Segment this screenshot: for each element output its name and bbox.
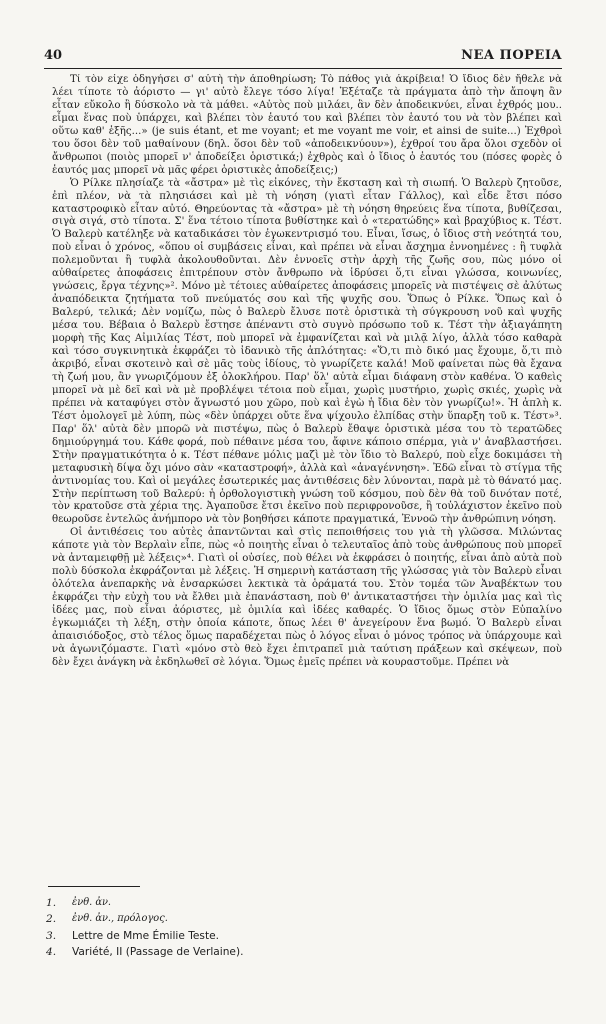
footnote-1 — [46, 895, 526, 911]
footnote-text: ἐνθ. ἀν. — [72, 897, 112, 908]
header-rule — [44, 68, 562, 69]
paragraph-1: Τί τὸν εἶχε ὁδηγήσει σ' αὐτὴ τὴν ἀποθηρίωση; Τὸ πάθος γιὰ ἀκρίβεια! Ὁ ἴδιος δὲν ἤθελε νὰ λέει τίποτε τὸ ἀόριστο — γι' αὐτὸ ἔλεγε τόσο λίγα! Ἐξέταζε τὰ πράγματα ἀπὸ τὴν ἄποψη ἂν εἶταν εὔκολο ἢ δύσκολο νὰ τὰ μάθει. «Αὐτὸς ποὺ μιλάει, ἂν δὲν ἀποδεικνύει, εἶναι ἐχθρός μου.. εἶμαι ἕνας ποὺ ὑπάρχει, καὶ βλέπει τὸν ἑαυτό του καὶ βλέπει τὸν ἑαυτό του νὰ τὸν βλέπει καὶ οὕτω καθ' ἑξῆς...» (je suis étant, et me voyant; et me voyant me voir, et ainsi de suite...) Ἐχθροὶ του ὅσοι δὲν τοῦ μαθαίνουν (δηλ. ὅσοι δὲν τοῦ «ἀποδεικνύουν»), ἐχθροί του ἄρα ὅλοι σχεδὸν οἱ ἄνθρωποι (ποιὸς μπορεῖ ν' ἀποδείξει ὁριστικά;) ἐχθρὸς καὶ ὁ ἴδιος ὁ ἑαυτός του (πόσες φορὲς ὁ ἑαυτός μας μπορεῖ νὰ μᾶς φέρει ὁριστικὲς ἀποδείξεις;) — [52, 74, 562, 176]
footnotes — [46, 895, 526, 961]
paragraph-2: Ὁ Ρίλκε πλησίαζε τὰ «ἄστρα» μὲ τὶς εἰκόνες, τὴν ἔκσταση καὶ τὴ σιωπή. Ὁ Βαλερὺ ζητοῦσε, ἐπὶ πλέον, νὰ τὰ πλησιάσει καὶ μὲ τὴ νόηση (γιατὶ εἶταν Γάλλος), καὶ εἶδε ἔτσι πόσο καταστροφικὸ εἶταν αὐτό. Θηρεύοντας τὰ «ἄστρα» μὲ τὴ νόηση θηρεύεις ἕνα τίποτα, βυθίζεσαι, σιγὰ σιγά, στὸ τίποτα. Σ' ἕνα τέτοιο τίποτα βυθίστηκε καὶ ὁ «τερατώδης» καὶ βραχύβιος κ. Τέστ. Ὁ Βαλερὺ κατέληξε νὰ καταδικάσει τὸν ἐγωκεντρισμό του. Εἶναι, ἴσως, ὁ ἴδιος στὴ νεότητά του, ποὺ εἶναι ὁ χρόνος, «ὅπου οἱ συμβάσεις εἶναι, καὶ πρέπει νὰ εἶναι ἄσχημα ἐννοημένες : ἢ τυφλὰ πολεμοῦνται ἢ τυφλὰ ἀκολουθοῦνται. Δὲν ἐννοεῖς στὴν ἀρχὴ τῆς ζωῆς σου, πὼς μόνο οἱ αὐθαίρετες ἀποφάσεις ἐπιτρέπουν στὸν ἄνθρωπο νὰ ἱδρύσει ὅ,τι εἶναι γλώσσα, κοινωνίες, γνώσεις, ἔργα τέχνης»². Μόνο μὲ τέτοιες αὐθαίρετες ἀποφάσεις μπορεῖς νὰ πιστέψεις σὲ ἀλύτως ἀναπόδεικτα ζητήματα τοῦ πνεύματός σου καὶ τῆς ψυχῆς σου. Ὅπως ὁ Ρίλκε. Ὅπως καὶ ὁ Βαλερύ, τελικά; Δὲν νομίζω, πὼς ὁ Βαλερὺ ἔλυσε ποτὲ ὁριστικὰ τὴ σύγκρουση νοῦ καὶ ψυχῆς μέσα του. Βέβαια ὁ Βαλερὺ ἔστησε ἀπέναντι στὸ συγνὸ πρόσωπο τοῦ κ. Τέστ τὴν ἀξιαγάπητη μορφὴ τῆς Κας Αἰμιλίας Τέστ, ποὺ μπορεῖ νὰ ἐμφανίζεται καὶ νὰ μιλᾷ λίγο, ἀλλὰ τόσο καθαρὰ καὶ τόσο συγκινητικὰ ἐκφράζει τὸ ἰδανικὸ τῆς ἁπλότητας: «Ὅ,τι πιὸ δικό μας ἔχουμε, ὅ,τι πιὸ ἀκριβό, εἶναι σκοτεινὸ καὶ σὲ μᾶς τοὺς ἰδίους, τὸ γνωρίζετε καλά! Μοῦ φαίνεται πὼς θὰ ἔχανα τὴ ζωή μου, ἂν γνωριζόμουν ἐξ ὁλοκλήρου. Παρ' ὅλ' αὐτὰ εἶμαι διάφανη στὸν καθένα. Ὁ καθεὶς μπορεῖ νὰ μὲ δεῖ καὶ νὰ μὲ προβλέψει τέτοια ποὺ εἶμαι, χωρὶς μυστήριο, χωρὶς σκιές, χωρὶς νὰ πρέπει νὰ καταφύγει στὸν ἄγνωστό μου χῶρο, ποὺ καὶ ἐγὼ ἡ ἴδια δὲν τὸν γνωρίζω!». Ἡ ἁπλὴ κ. Τέστ ὁμολογεῖ μὲ λύπη, πὼς «δὲν ὑπάρχει οὔτε ἕνα ψίχουλο ἐλπίδας στὴν ὕπαρξη τοῦ κ. Τέστ»³. Παρ' ὅλ' αὐτὰ δὲν μπορῶ νὰ πιστέψω, πὼς ὁ Βαλερὺ ἔθαψε ὁριστικὰ μέσα του τὸ τερατῶδες δημιούργημά του. Κάθε φορά, ποὺ πέθαινε μέσα του, ἄφινε κάποιο σπέρμα, γιὰ ν' ἀναβλαστήσει. Στὴν πραγματικότητα ὁ κ. Τέστ πέθανε μόλις μαζὶ μὲ τὸν ἴδιο τὸ Βαλερύ, ποὺ εἶχε δοκιμάσει τὴ μεταφυσικὴ δίψα ὄχι μόνο σὰν «καταστροφή», ἀλλὰ καὶ «ἀναγέννηση». Ἐδῶ εἶναι τὸ στίγμα τῆς ἀντινομίας του. Καὶ οἱ μεγάλες ἐσωτερικές μας ἀντιθέσεις δὲν λύνονται, παρὰ μὲ τὸ θάνατό μας. Στὴν περίπτωση τοῦ Βαλερύ: ἡ ὀρθολογιστικὴ γνώση τοῦ κόσμου, ποὺ δὲν θὰ τοῦ δινόταν ποτέ, τὸν κρατοῦσε στὰ χέρια της. Ἀγαποῦσε ἔτσι ἐκεῖνο ποὺ περιφρονοῦσε, ἢ τοὐλάχιστον ἐκεῖνο ποὺ θεωροῦσε ἐντελῶς ἀνήμπορο νὰ τὸν βοηθήσει κάποτε πραγματικά, Ἐννοῶ τὴν ἀνθρώπινη νόηση. — [52, 177, 562, 526]
footnote-4 — [46, 944, 526, 960]
footnote-text: ἐνθ. ἀν., πρόλογος. — [72, 913, 168, 925]
footnote-number: 3. — [46, 929, 57, 942]
footnote-text: Lettre de Mme Émilie Teste. — [72, 929, 219, 942]
page-number: 40 — [44, 48, 63, 63]
journal-title: ΝΕΑ ΠΟΡΕΙΑ — [461, 48, 562, 63]
footnote-rule — [48, 886, 140, 887]
footnote-3 — [46, 928, 526, 944]
footnote-text: Variété, II (Passage de Verlaine). — [72, 946, 244, 959]
footnote-number: 2. — [46, 913, 57, 926]
running-head — [44, 48, 562, 66]
footnote-number: 4. — [46, 946, 57, 959]
paragraph-3: Οἱ ἀντιθέσεις του αὐτὲς ἀπαντῶνται καὶ στὶς πεποιθήσεις του γιὰ τὴ γλῶσσα. Μιλώντας κάποτε γιὰ τὸν Βερλαὶν εἶπε, πὼς «ὁ ποιητὴς εἶναι ὁ τελευταῖος ἀπὸ τοὺς ἀνθρώπους ποὺ μπορεῖ νὰ ἀνταμειφθῇ μὲ λέξεις»⁴. Γιατὶ οἱ οὐσίες, ποὺ θέλει νὰ ἐκφράσει ὁ ποιητής, εἶναι ἀπὸ αὐτὰ ποὺ πολὺ δύσκολα ἐκφράζονται μὲ λέξεις. Ἡ σημερινὴ κατάσταση τῆς γλώσσας γιὰ τὸν Βαλερὺ εἶναι ὁλότελα ἀνεπαρκὴς νὰ ἐνσαρκώσει λεκτικὰ τὰ ὁράματά του. Στὸν τομέα τῶν Ἀναβέκτων του ἐκφράζει τὴν εὐχὴ του νὰ ἔλθει μιὰ ἐπανάσταση, ποὺ θ' ἀντικαταστήσει τὴν ὁμιλία μας καὶ τὶς ἰδέες μας, ποὺ εἶναι ἀόριστες, μὲ ὁμιλία καὶ ἰδέες καθαρές. Ὁ ἴδιος ὅμως στὸν Εὐπαλίνο ἐγκωμιάζει τὴ λέξη, στὴν ὁποία κάποτε, ὅπως λέει θ' ἀνεγείρουν ἕνα βωμό. Ὁ Βαλερὺ εἶναι ἀπαισιόδοξος, στὸ τέλος ὅμως παραδέχεται πὼς ὁ λόγος εἶναι ὁ μόνος τρόπος νὰ ὑπάρχουμε καὶ νὰ ἀγωνιζόμαστε. Γιατὶ «μόνο στὸ θεὸ ἔχει ἐπιτραπεῖ μιὰ ταύτιση πράξεων καὶ σκέψεων, ποὺ δὲν ἔχει ἀνάγκη νὰ ἐκδηλωθεῖ σὲ λόγια. Ὅμως ἐμεῖς πρέπει νὰ κουραστοῦμε. Πρέπει νὰ — [52, 527, 562, 668]
footnote-number: 1. — [46, 897, 57, 909]
footnote-2 — [46, 911, 526, 927]
article-body — [52, 74, 562, 874]
